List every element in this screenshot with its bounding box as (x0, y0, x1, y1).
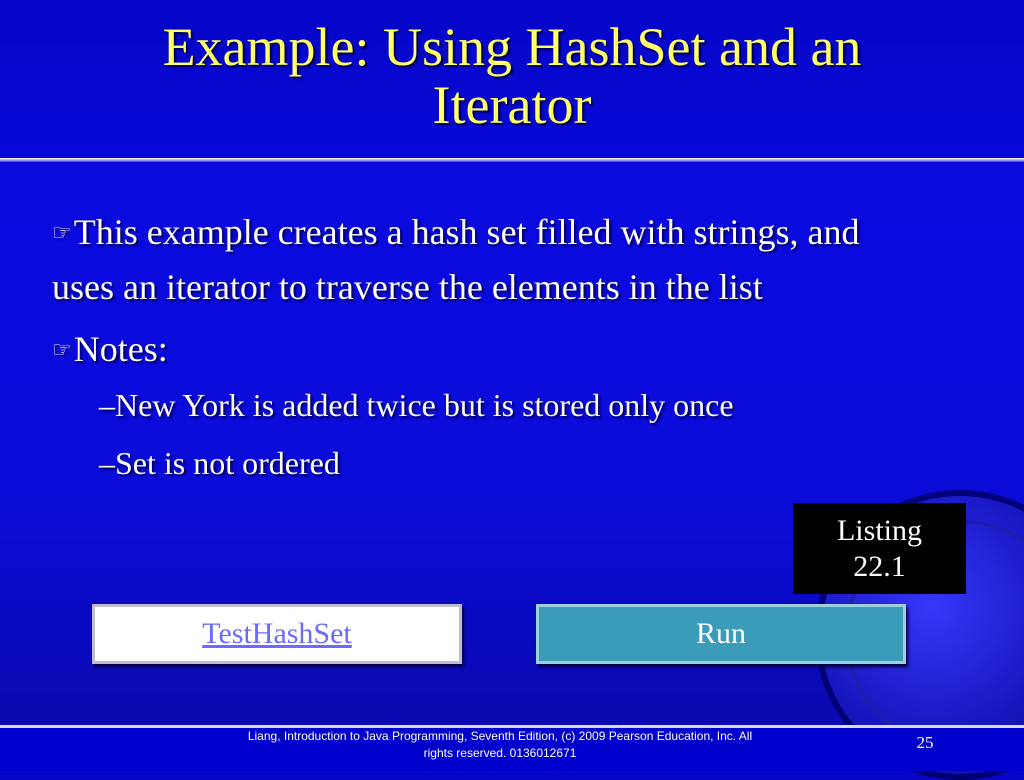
pointing-hand-icon: ☞ (52, 220, 72, 245)
pointing-hand-icon: ☞ (52, 337, 72, 362)
footer-copyright (200, 728, 800, 762)
run-button[interactable] (536, 604, 906, 664)
bullet-item (52, 322, 912, 377)
slide-title (0, 18, 1024, 134)
footer-line2: rights reserved. 0136012671 (423, 746, 577, 760)
listing-label-box (793, 503, 966, 594)
title-divider (0, 158, 1024, 162)
sub-bullet-item: –Set is not ordered (99, 445, 340, 481)
source-code-button[interactable] (92, 604, 462, 664)
slide-title-line2: Iterator (432, 75, 592, 135)
listing-number: 22.1 (853, 550, 906, 583)
slide-content (52, 205, 912, 501)
sub-bullet-item: –New York is added twice but is stored only once (99, 387, 734, 423)
bullet-text: This example creates a hash set filled with strings, and uses an iterator to traverse the elements in the list (52, 212, 860, 307)
footer-line1: Liang, Introduction to Java Programming, Seventh Edition, (c) 2009 Pearson Education, Inc. All (247, 729, 753, 743)
bullet-text: Notes: (73, 329, 168, 369)
bullet-item (52, 205, 912, 314)
page-number: 25 (916, 733, 934, 752)
source-code-link[interactable]: TestHashSet (202, 617, 352, 650)
run-button-label: Run (695, 617, 746, 650)
slide-title-line1: Example: Using HashSet and an (162, 17, 862, 77)
listing-label: Listing (836, 514, 922, 547)
